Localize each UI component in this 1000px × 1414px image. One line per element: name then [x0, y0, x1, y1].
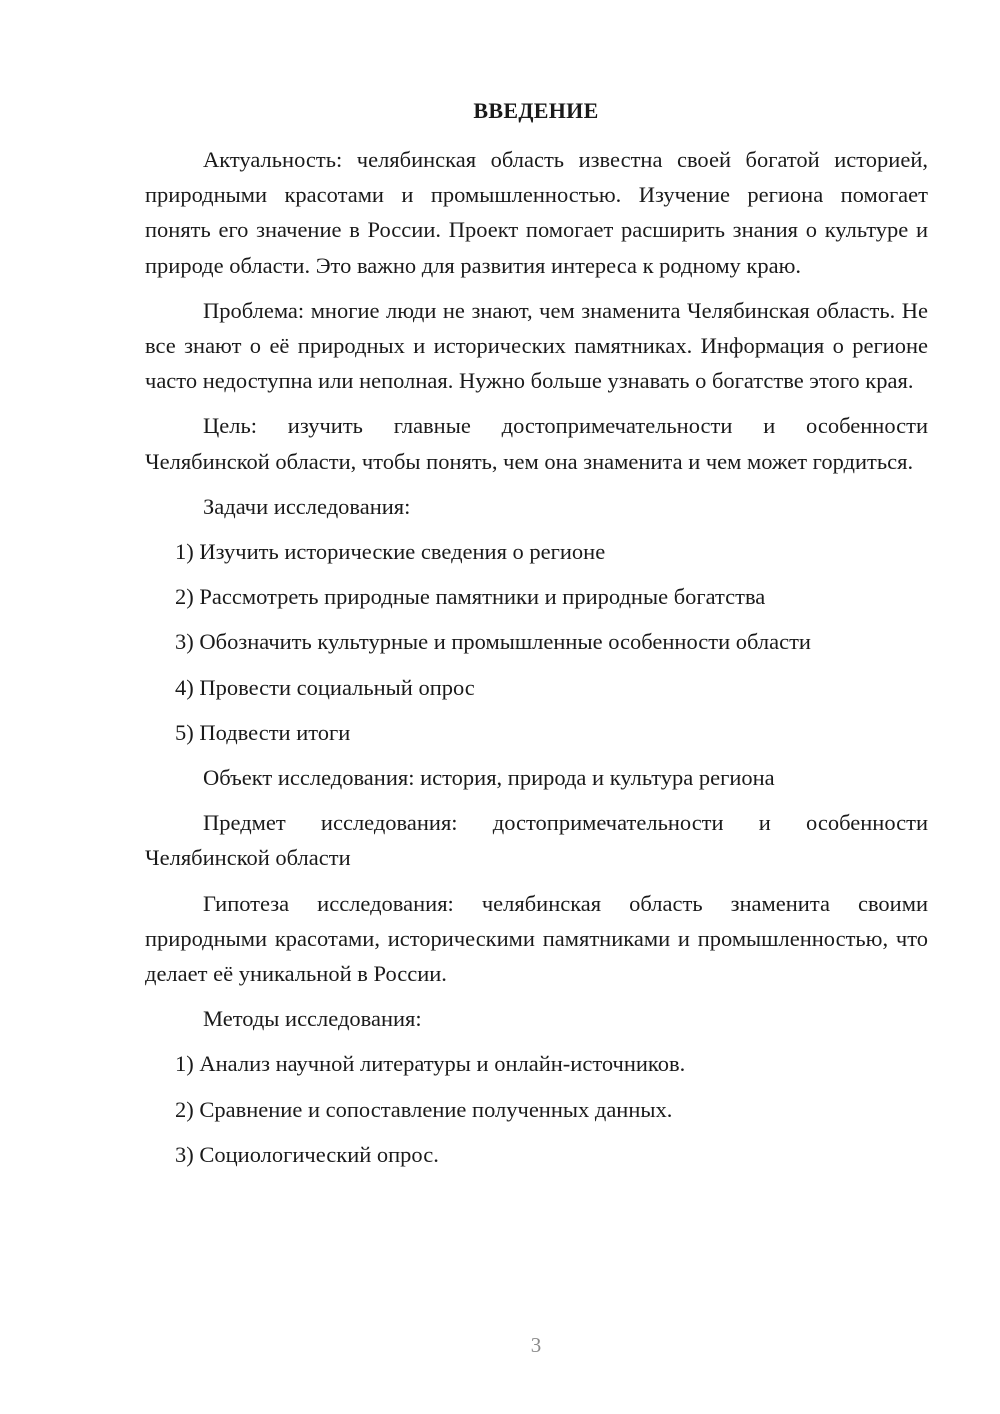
task-item-4: 4) Провести социальный опрос [175, 674, 475, 700]
tasks-heading: Задачи исследования: [203, 493, 411, 519]
page-number: 3 [530, 1333, 542, 1357]
method-item-1: 1) Анализ научной литературы и онлайн-источников. [175, 1051, 686, 1077]
goal-paragraph: Цель: изучить главные достопримечательности и особенности Челябинской области, чтобы понять, чем она знаменита и чем может гордиться. [145, 413, 928, 474]
method-item-3: 3) Социологический опрос. [175, 1141, 439, 1167]
relevance-paragraph: Актуальность: челябинская область известна своей богатой историей, природными красотами и промышленностью. Изучение региона помогает понять его значение в России. Проект помогает расширить знания о культуре и природе области. Это важно для развития интереса к родному краю. [145, 147, 928, 278]
task-item-1: 1) Изучить исторические сведения о регионе [175, 539, 606, 565]
object-paragraph: Объект исследования: история, природа и культура региона [203, 765, 775, 791]
problem-paragraph: Проблема: многие люди не знают, чем знаменита Челябинская область. Не все знают о её природных и исторических памятниках. Информация о регионе часто недоступна или неполная. Нужно больше узнавать о богатстве этого края. [145, 297, 928, 394]
hypothesis-paragraph: Гипотеза исследования: челябинская область знаменита своими природными красотами, историческими памятниками и промышленностью, что делает её уникальной в России. [145, 890, 928, 987]
section-title: ВВЕДЕНИЕ [473, 98, 599, 123]
task-item-2: 2) Рассмотреть природные памятники и природные богатства [175, 584, 766, 610]
introduction-body [145, 142, 928, 1182]
methods-heading: Методы исследования: [203, 1006, 422, 1032]
task-item-5: 5) Подвести итоги [175, 719, 351, 745]
method-item-2: 2) Сравнение и сопоставление полученных данных. [175, 1096, 673, 1122]
subject-paragraph: Предмет исследования: достопримечательности и особенности Челябинской области [145, 810, 928, 871]
task-item-3: 3) Обозначить культурные и промышленные особенности области [175, 629, 811, 655]
